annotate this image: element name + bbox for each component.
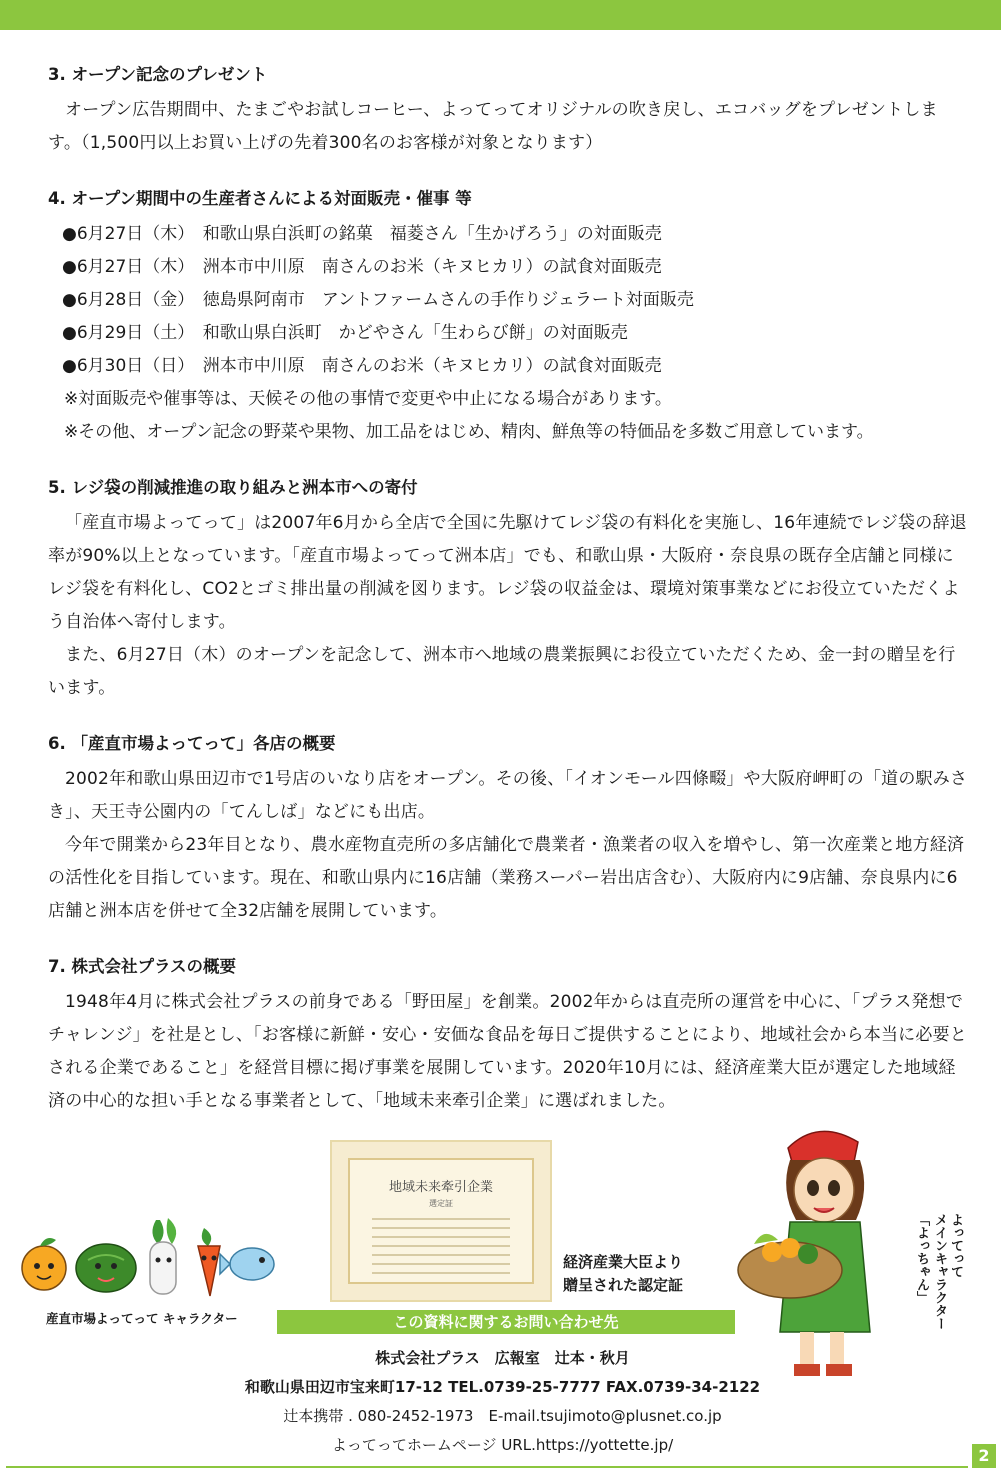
section-6 xyxy=(48,731,970,928)
event-note: ※対面販売や催事等は、天候その他の事情で変更や中止になる場合があります。 xyxy=(64,389,672,409)
section-6-heading: 6. 「産直市場よってって」各店の概要 xyxy=(48,734,336,753)
main-content xyxy=(48,62,970,1144)
event-item: ●6月27日（木） 洲本市中川原 南さんのお米（キヌヒカリ）の試食対面販売 xyxy=(62,257,662,277)
certificate-caption xyxy=(563,1251,683,1297)
section-6-paragraph: 2002年和歌山県田辺市で1号店のいなり店をオープン。その後、「イオンモール四條畷」や大阪府岬町の「道の駅みさき」、天王寺公園内の「てんしば」などにも出店。 xyxy=(48,769,968,822)
certificate-image xyxy=(330,1140,552,1302)
pumpkin-character-icon xyxy=(76,1244,136,1292)
section-5 xyxy=(48,475,970,705)
event-note: ※その他、オープン記念の野菜や果物、加工品をはじめ、精肉、鮮魚等の特価品を多数ご用意しています。 xyxy=(64,422,874,442)
section-3-heading: 3. オープン記念のプレゼント xyxy=(48,65,268,84)
certificate-text-lines xyxy=(372,1218,510,1281)
mascot-characters-illustration xyxy=(18,1210,280,1300)
certificate-frame xyxy=(348,1158,534,1284)
section-5-heading: 5. レジ袋の削減推進の取り組みと洲本市への寄付 xyxy=(48,478,418,497)
contact-mobile-email: 辻本携帯 . 080-2452-1973 E-mail.tsujimoto@plusnet.co.jp xyxy=(283,1407,722,1425)
event-item: ●6月28日（金） 徳島県阿南市 アントファームさんの手作りジェラート対面販売 xyxy=(62,290,694,310)
section-4-heading: 4. オープン期間中の生産者さんによる対面販売・催事 等 xyxy=(48,189,472,208)
top-accent-bar xyxy=(0,0,1001,30)
section-7 xyxy=(48,954,970,1118)
event-item: ●6月30日（日） 洲本市中川原 南さんのお米（キヌヒカリ）の試食対面販売 xyxy=(62,356,662,376)
contact-title-bar: この資料に関するお問い合わせ先 xyxy=(277,1310,735,1334)
characters-label: 産直市場よってって キャラクター xyxy=(46,1311,238,1326)
section-7-heading: 7. 株式会社プラスの概要 xyxy=(48,957,236,976)
mascot-caption-line: 「よっちゃん」 xyxy=(914,1213,929,1304)
section-7-paragraph: 1948年4月に株式会社プラスの前身である「野田屋」を創業。2002年からは直売所の運営を中心に、「プラス発想でチャレンジ」を社是とし、「お客様に新鮮・安心・安価な食品を毎日ご提供することにより、地域社会から本当に必要とされる企業であること」を経営目標に掲げ事業を展開しています。2020年10月には、経済産業大臣が選定した地域経済の中心的な担い手となる事業者として、「地域未来牽引企業」に選ばれました。 xyxy=(48,992,967,1111)
fish-character-icon xyxy=(220,1248,274,1280)
section-3-paragraph: オープン広告期間中、たまごやお試しコーヒー、よってってオリジナルの吹き戻し、エコバッグをプレゼントします。（1,500円以上お買い上げの先着300名のお客様が対象となります） xyxy=(48,100,938,153)
mascot-caption-line: よってって xyxy=(948,1213,963,1278)
certificate-caption-line: 贈呈された認定証 xyxy=(563,1276,684,1294)
event-item: ●6月27日（木） 和歌山県白浜町の銘菓 福菱さん「生かげろう」の対面販売 xyxy=(62,224,662,244)
yocchan-mascot-illustration xyxy=(730,1120,905,1382)
contact-address: 和歌山県田辺市宝来町17-12 TEL.0739-25-7777 FAX.0739-34-2122 xyxy=(244,1378,761,1396)
certificate-caption-line: 経済産業大臣より xyxy=(563,1253,684,1271)
section-4 xyxy=(48,186,970,449)
section-3 xyxy=(48,62,970,160)
section-5-paragraph: また、6月27日（木）のオープンを記念して、洲本市へ地域の農業振興にお役立ていただくため、金一封の贈呈を行います。 xyxy=(48,645,956,698)
orange-character-icon xyxy=(22,1238,66,1290)
section-5-paragraph: 「産直市場よってって」は2007年6月から全店で全国に先駆けてレジ袋の有料化を実施し、16年連続でレジ袋の辞退率が90%以上となっています。「産直市場よってって洲本店」でも、和歌山県・大阪府・奈良県の既存全店舗と同様にレジ袋を有料化し、CO2とゴミ排出量の削減を図ります。レジ袋の収益金は、環境対策事業などにお役立ていただくよう自治体へ寄付します。 xyxy=(48,513,967,632)
section-6-paragraph: 今年で開業から23年目となり、農水産物直売所の多店舗化で農業者・漁業者の収入を増やし、第一次産業と地方経済の活性化を目指しています。現在、和歌山県内に16店舗（業務スーパー岩出店含む）、大阪府内に9店舗、奈良県内に6店舗と洲本店を併せて全32店舗を展開しています。 xyxy=(48,835,965,921)
page-number: 2 xyxy=(972,1444,996,1468)
certificate-title: 地域未来牽引企業 xyxy=(388,1180,493,1195)
contact-company: 株式会社プラス 広報室 辻本・秋月 xyxy=(375,1349,630,1367)
mascot-caption-line: メインキャラクター xyxy=(932,1213,947,1330)
certificate-subtitle: 選定証 xyxy=(429,1199,453,1208)
carrot-character-icon xyxy=(198,1228,220,1296)
bottom-accent-line xyxy=(6,1466,968,1468)
radish-character-icon xyxy=(150,1218,176,1294)
event-item: ●6月29日（土） 和歌山県白浜町 かどやさん「生わらび餅」の対面販売 xyxy=(62,323,628,343)
contact-homepage: よってってホームページ URL.https://yottette.jp/ xyxy=(331,1436,674,1454)
